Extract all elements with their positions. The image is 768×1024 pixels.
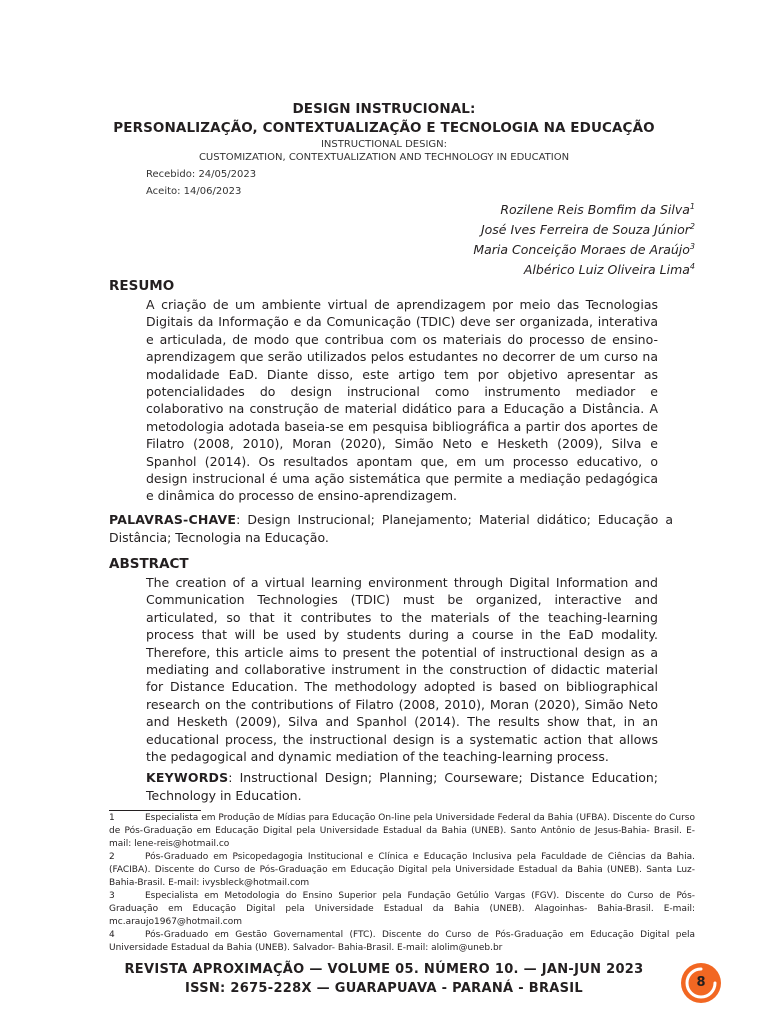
footnote-number: 2: [109, 852, 115, 862]
author-3: [473, 242, 695, 257]
resumo-text: A criação de um ambiente virtual de aprendizagem por meio das Tecnologias Digitais da Informação e da Comunicação (TDIC) deve ser organizada, interativa e articulada, de modo que contribua com os materiais do processo de ensino-aprendizagem que serão utilizados pelos estudantes no decorrer de um curso na modalidade EaD. Diante disso, este artigo tem por objetivo apresentar as potencialidades do design instrucional como instrumento mediador e colaborativo na construção de material didático para a Educação a Distância. A metodologia adotada baseia-se em pesquisa bibliográfica a partir dos aportes de Filatro (2008, 2010), Moran (2020), Simão Neto e Hesketh (2009), Silva e Spanhol (2014). Os resultados apontam que, em um processo educativo, o design instrucional é uma ação sistemática que permite a mediação pedagógica e dinâmica do processo de ensino-aprendizagem.: [146, 297, 658, 504]
author-name: José Ives Ferreira de Souza Júnior: [480, 222, 690, 238]
english-title-line-1: INSTRUCTIONAL DESIGN:: [320, 139, 448, 150]
palavras-chave: [109, 511, 673, 546]
resumo-heading: RESUMO: [109, 278, 175, 294]
footnote-number: 4: [109, 930, 115, 940]
author-2: [481, 222, 695, 237]
journal-footer-line-2: ISSN: 2675-228X — GUARAPUAVA - PARANÁ - BRASIL: [185, 981, 583, 996]
keywords-list: : Instructional Design; Planning; Courseware; Distance Education; Technology in Education.: [146, 770, 658, 803]
journal-footer-line-1: REVISTA APROXIMAÇÃO — VOLUME 05. NÚMERO 10. — JAN-JUN 2023: [124, 962, 644, 977]
footnote-mark: 4: [689, 262, 695, 271]
keywords: [146, 769, 658, 804]
title-line-2: PERSONALIZAÇÃO, CONTEXTUALIZAÇÃO E TECNOLOGIA NA EDUCAÇÃO: [113, 120, 655, 136]
footnote-3: [109, 890, 695, 929]
abstract-heading: ABSTRACT: [109, 556, 189, 572]
page-number: 8: [696, 975, 706, 990]
keywords-label: KEYWORDS: [146, 770, 229, 785]
author-name: Maria Conceição Moraes de Araújo: [473, 242, 690, 258]
palavras-chave-label: PALAVRAS-CHAVE: [109, 512, 237, 527]
abstract-text: The creation of a virtual learning environment through Digital Information and Communication Technologies (TDIC) must be organized, interactive and articulated, so that it contributes to the materials of the teaching-learning process that will be used by students during a course in the EaD modality. Therefore, this article aims to present the potential of instructional design as a mediating and collaborative instrument in the construction of didactic material for Distance Education. The methodology adopted is based on bibliographical research on the contributions of Filatro (2008, 2010), Moran (2020), Simão Neto and Hesketh (2009), Silva and Spanhol (2014). The results show that, in an educational process, the instructional design is a systematic action that allows the pedagogical and dynamic mediation of the teaching-learning process.: [146, 575, 658, 765]
author-name: Rozilene Reis Bomfim da Silva: [500, 202, 690, 218]
footnote-divider: [109, 810, 201, 811]
footnote-2: [109, 851, 695, 890]
footnote-mark: 1: [689, 202, 695, 211]
footnote-text: Especialista em Produção de Mídias para Educação On-line pela Universidade Federal da Bahia (UFBA). Discente do Curso de Pós-Graduação em Educação Digital pela Universidade Estadual da Bahia (UNEB). Santo Antônio de Jesus-Bahia- Brasil. E-mail: lene-reis@hotmail.co: [109, 813, 695, 849]
received-date: Recebido: 24/05/2023: [146, 169, 257, 180]
footnote-number: 1: [109, 813, 115, 823]
palavras-chave-list: : Design Instrucional; Planejamento; Material didático; Educação a Distância; Tecnologia na Educação.: [109, 512, 673, 545]
footnote-text: Pós-Graduado em Psicopedagogia Institucional e Clínica e Educação Inclusiva pela Faculdade de Ciências da Bahia. (FACIBA). Discente do Curso de Pós-Graduação em Educação Digital pela Universidade Estadual da Bahia (UNEB). Santa Luz-Bahia-Brasil. E-mail: ivysbleck@hotmail.com: [109, 852, 695, 888]
footnote-mark: 2: [689, 222, 695, 231]
footnote-4: [109, 929, 695, 955]
author-1: [500, 202, 695, 217]
author-4: [524, 262, 695, 277]
title-line-1: DESIGN INSTRUCIONAL:: [292, 101, 476, 117]
footnotes: [109, 812, 695, 955]
english-title-line-2: CUSTOMIZATION, CONTEXTUALIZATION AND TECHNOLOGY IN EDUCATION: [198, 152, 570, 163]
footnote-number: 3: [109, 891, 115, 901]
author-name: Albérico Luiz Oliveira Lima: [523, 262, 690, 278]
footnote-mark: 3: [689, 242, 695, 251]
footnote-text: Pós-Graduado em Gestão Governamental (FTC). Discente do Curso de Pós-Graduação em Educação Digital pela Universidade Estadual da Bahia (UNEB). Salvador- Bahia-Brasil. E-mail: alolim@uneb.br: [109, 930, 695, 953]
footnote-text: Especialista em Metodologia do Ensino Superior pela Fundação Getúlio Vargas (FGV). Discente do Curso de Pós-Graduação em Educação Digital pela Universidade Estadual da Bahia (UNEB). Alagoinhas- Bahia-Brasil. E-mail: mc.araujo1967@hotmail.com: [109, 891, 695, 927]
footnote-1: [109, 812, 695, 851]
accepted-date: Aceito: 14/06/2023: [146, 186, 242, 197]
